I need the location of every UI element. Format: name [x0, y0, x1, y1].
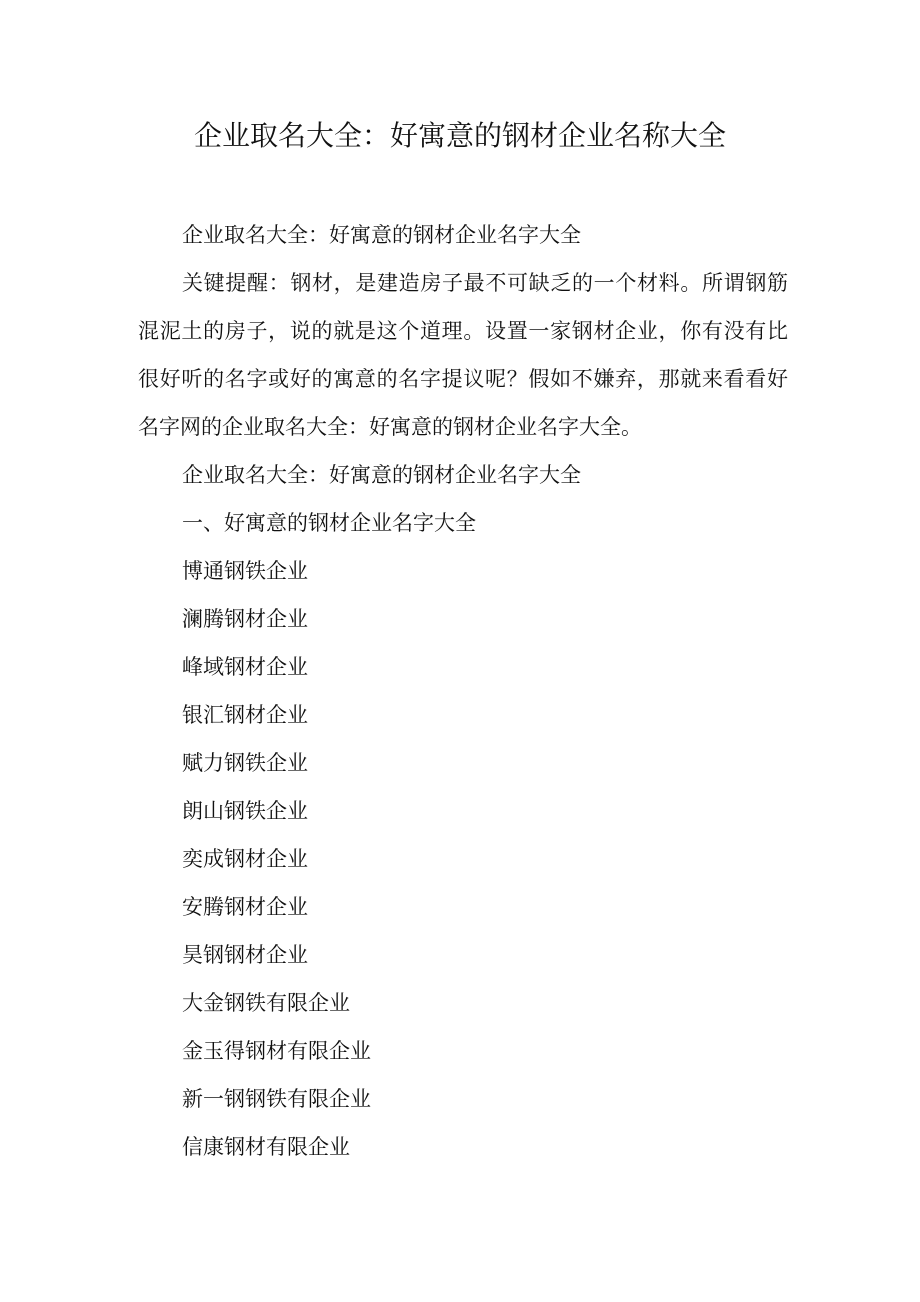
list-item: 银汇钢材企业: [182, 703, 308, 727]
repeat-heading: 企业取名大全：好寓意的钢材企业名字大全: [182, 463, 581, 487]
list-item: 博通钢铁企业: [182, 559, 308, 583]
list-item: 赋力钢铁企业: [182, 751, 308, 775]
document-title: 企业取名大全：好寓意的钢材企业名称大全: [193, 119, 726, 152]
list-item: 大金钢铁有限企业: [182, 991, 350, 1015]
list-item: 峰域钢材企业: [182, 655, 308, 679]
section-heading: 一、好寓意的钢材企业名字大全: [182, 511, 476, 535]
list-item: 澜腾钢材企业: [182, 607, 308, 631]
company-name-list: [138, 547, 788, 1171]
list-item: 信康钢材有限企业: [182, 1135, 350, 1159]
list-item: 朗山钢铁企业: [182, 799, 308, 823]
intro-heading: 企业取名大全：好寓意的钢材企业名字大全: [182, 223, 581, 247]
list-item: 奕成钢材企业: [182, 847, 308, 871]
key-note-paragraph: 关键提醒：钢材，是建造房子最不可缺乏的一个材料。所谓钢筋混泥土的房子，说的就是这个道理。设置一家钢材企业，你有没有比很好听的名字或好的寓意的名字提议呢？假如不嫌弃，那就来看看好名字网的企业取名大全：好寓意的钢材企业名字大全。: [138, 271, 788, 439]
list-item: 金玉得钢材有限企业: [182, 1039, 371, 1063]
list-item: 昊钢钢材企业: [182, 943, 308, 967]
list-item: 新一钢钢铁有限企业: [182, 1087, 371, 1111]
document-body: [138, 211, 788, 1171]
list-item: 安腾钢材企业: [182, 895, 308, 919]
